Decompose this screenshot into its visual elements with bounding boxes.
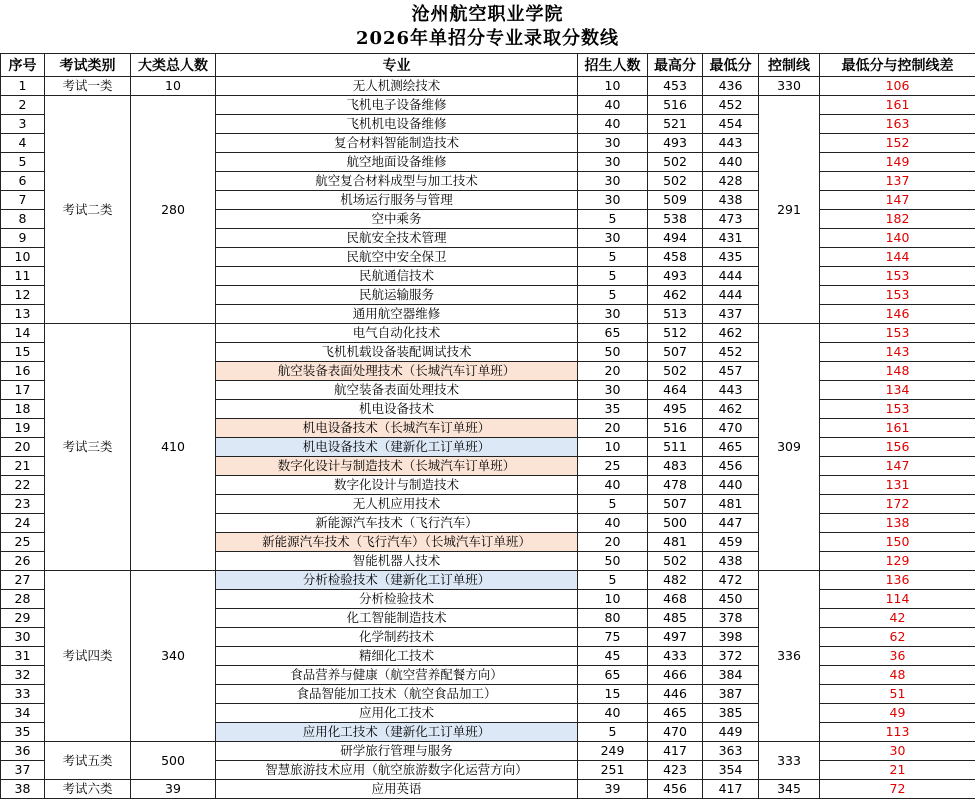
table-row	[1, 571, 975, 590]
diff-value: 72	[820, 780, 975, 799]
max-score: 493	[648, 267, 703, 286]
enroll-count: 249	[578, 742, 648, 761]
min-score: 354	[703, 761, 759, 780]
row-number: 30	[1, 628, 45, 647]
header-row	[1, 54, 975, 77]
max-score: 500	[648, 514, 703, 533]
max-score: 446	[648, 685, 703, 704]
min-score: 435	[703, 248, 759, 267]
max-score: 417	[648, 742, 703, 761]
row-number: 31	[1, 647, 45, 666]
major-name: 分析检验技术（建新化工订单班）	[216, 571, 578, 590]
row-number: 36	[1, 742, 45, 761]
major-name: 航空装备表面处理技术	[216, 381, 578, 400]
score-table	[0, 53, 975, 799]
enroll-count: 39	[578, 780, 648, 799]
major-name: 机电设备技术（长城汽车订单班）	[216, 419, 578, 438]
min-score: 443	[703, 134, 759, 153]
max-score: 485	[648, 609, 703, 628]
diff-value: 137	[820, 172, 975, 191]
max-score: 493	[648, 134, 703, 153]
diff-value: 153	[820, 400, 975, 419]
major-name: 无人机测绘技术	[216, 77, 578, 96]
row-number: 15	[1, 343, 45, 362]
enroll-count: 30	[578, 229, 648, 248]
enroll-count: 75	[578, 628, 648, 647]
min-score: 449	[703, 723, 759, 742]
row-number: 12	[1, 286, 45, 305]
row-number: 26	[1, 552, 45, 571]
row-number: 27	[1, 571, 45, 590]
category-total: 410	[131, 324, 216, 571]
min-score: 452	[703, 343, 759, 362]
diff-value: 161	[820, 96, 975, 115]
max-score: 483	[648, 457, 703, 476]
control-line: 336	[759, 571, 820, 742]
diff-value: 182	[820, 210, 975, 229]
max-score: 466	[648, 666, 703, 685]
major-name: 电气自动化技术	[216, 324, 578, 343]
major-name: 化工智能制造技术	[216, 609, 578, 628]
max-score: 481	[648, 533, 703, 552]
enroll-count: 30	[578, 153, 648, 172]
major-name: 食品智能加工技术（航空食品加工）	[216, 685, 578, 704]
diff-value: 163	[820, 115, 975, 134]
min-score: 444	[703, 286, 759, 305]
header-min: 最低分	[703, 54, 759, 77]
enroll-count: 5	[578, 267, 648, 286]
category-total: 10	[131, 77, 216, 96]
row-number: 19	[1, 419, 45, 438]
header-enroll: 招生人数	[578, 54, 648, 77]
min-score: 384	[703, 666, 759, 685]
min-score: 459	[703, 533, 759, 552]
enroll-count: 40	[578, 514, 648, 533]
row-number: 1	[1, 77, 45, 96]
major-name: 飞机机电设备维修	[216, 115, 578, 134]
max-score: 494	[648, 229, 703, 248]
max-score: 433	[648, 647, 703, 666]
diff-value: 146	[820, 305, 975, 324]
major-name: 研学旅行管理与服务	[216, 742, 578, 761]
max-score: 468	[648, 590, 703, 609]
diff-value: 113	[820, 723, 975, 742]
major-name: 机电设备技术	[216, 400, 578, 419]
min-score: 481	[703, 495, 759, 514]
enroll-count: 30	[578, 191, 648, 210]
control-line: 333	[759, 742, 820, 780]
row-number: 14	[1, 324, 45, 343]
max-score: 512	[648, 324, 703, 343]
enroll-count: 5	[578, 210, 648, 229]
row-number: 9	[1, 229, 45, 248]
major-name: 通用航空器维修	[216, 305, 578, 324]
diff-value: 172	[820, 495, 975, 514]
min-score: 465	[703, 438, 759, 457]
diff-value: 147	[820, 191, 975, 210]
diff-value: 49	[820, 704, 975, 723]
diff-value: 134	[820, 381, 975, 400]
major-name: 新能源汽车技术（飞行汽车）	[216, 514, 578, 533]
header-category: 考试类别	[45, 54, 131, 77]
min-score: 462	[703, 324, 759, 343]
max-score: 497	[648, 628, 703, 647]
diff-value: 48	[820, 666, 975, 685]
major-name: 应用化工技术	[216, 704, 578, 723]
major-name: 数字化设计与制造技术	[216, 476, 578, 495]
table-row	[1, 96, 975, 115]
major-name: 空中乘务	[216, 210, 578, 229]
min-score: 387	[703, 685, 759, 704]
min-score: 440	[703, 153, 759, 172]
diff-value: 148	[820, 362, 975, 381]
row-number: 16	[1, 362, 45, 381]
enroll-count: 30	[578, 381, 648, 400]
exam-category: 考试五类	[45, 742, 131, 780]
min-score: 447	[703, 514, 759, 533]
diff-value: 51	[820, 685, 975, 704]
enroll-count: 80	[578, 609, 648, 628]
max-score: 538	[648, 210, 703, 229]
max-score: 482	[648, 571, 703, 590]
max-score: 516	[648, 96, 703, 115]
table-body	[1, 77, 975, 799]
max-score: 462	[648, 286, 703, 305]
row-number: 38	[1, 780, 45, 799]
enroll-count: 30	[578, 305, 648, 324]
min-score: 437	[703, 305, 759, 324]
min-score: 443	[703, 381, 759, 400]
max-score: 511	[648, 438, 703, 457]
header-diff: 最低分与控制线差	[820, 54, 975, 77]
major-name: 民航安全技术管理	[216, 229, 578, 248]
table-row	[1, 324, 975, 343]
enroll-count: 50	[578, 552, 648, 571]
enroll-count: 5	[578, 248, 648, 267]
diff-value: 144	[820, 248, 975, 267]
row-number: 23	[1, 495, 45, 514]
diff-value: 136	[820, 571, 975, 590]
major-name: 应用英语	[216, 780, 578, 799]
max-score: 478	[648, 476, 703, 495]
min-score: 385	[703, 704, 759, 723]
min-score: 398	[703, 628, 759, 647]
max-score: 465	[648, 704, 703, 723]
major-name: 分析检验技术	[216, 590, 578, 609]
header-max: 最高分	[648, 54, 703, 77]
min-score: 378	[703, 609, 759, 628]
min-score: 444	[703, 267, 759, 286]
diff-value: 150	[820, 533, 975, 552]
enroll-count: 10	[578, 438, 648, 457]
diff-value: 153	[820, 267, 975, 286]
major-name: 应用化工技术（建新化工订单班）	[216, 723, 578, 742]
enroll-count: 35	[578, 400, 648, 419]
max-score: 502	[648, 153, 703, 172]
control-line: 309	[759, 324, 820, 571]
diff-value: 156	[820, 438, 975, 457]
row-number: 11	[1, 267, 45, 286]
header-total: 大类总人数	[131, 54, 216, 77]
major-name: 航空装备表面处理技术（长城汽车订单班）	[216, 362, 578, 381]
max-score: 502	[648, 172, 703, 191]
diff-value: 161	[820, 419, 975, 438]
row-number: 13	[1, 305, 45, 324]
min-score: 438	[703, 552, 759, 571]
row-number: 17	[1, 381, 45, 400]
min-score: 440	[703, 476, 759, 495]
diff-value: 106	[820, 77, 975, 96]
exam-category: 考试二类	[45, 96, 131, 324]
major-name: 民航空中安全保卫	[216, 248, 578, 267]
enroll-count: 45	[578, 647, 648, 666]
school-name: 沧州航空职业学院	[411, 4, 564, 25]
min-score: 462	[703, 400, 759, 419]
table-row	[1, 780, 975, 799]
min-score: 473	[703, 210, 759, 229]
enroll-count: 50	[578, 343, 648, 362]
major-name: 飞机电子设备维修	[216, 96, 578, 115]
enroll-count: 30	[578, 134, 648, 153]
major-name: 智能机器人技术	[216, 552, 578, 571]
control-line: 345	[759, 780, 820, 799]
max-score: 495	[648, 400, 703, 419]
major-name: 智慧旅游技术应用（航空旅游数字化运营方向）	[216, 761, 578, 780]
diff-value: 131	[820, 476, 975, 495]
min-score: 457	[703, 362, 759, 381]
min-score: 452	[703, 96, 759, 115]
row-number: 33	[1, 685, 45, 704]
table-row	[1, 77, 975, 96]
max-score: 458	[648, 248, 703, 267]
max-score: 513	[648, 305, 703, 324]
exam-category: 考试一类	[45, 77, 131, 96]
control-line: 291	[759, 96, 820, 324]
major-name: 航空复合材料成型与加工技术	[216, 172, 578, 191]
enroll-count: 5	[578, 571, 648, 590]
table-title: 2026年单招分专业录取分数线	[355, 28, 620, 49]
row-number: 29	[1, 609, 45, 628]
row-number: 7	[1, 191, 45, 210]
row-number: 5	[1, 153, 45, 172]
row-number: 37	[1, 761, 45, 780]
major-name: 复合材料智能制造技术	[216, 134, 578, 153]
diff-value: 147	[820, 457, 975, 476]
min-score: 431	[703, 229, 759, 248]
row-number: 3	[1, 115, 45, 134]
row-number: 8	[1, 210, 45, 229]
enroll-count: 5	[578, 495, 648, 514]
diff-value: 143	[820, 343, 975, 362]
title-block	[0, 0, 975, 53]
enroll-count: 25	[578, 457, 648, 476]
max-score: 507	[648, 343, 703, 362]
diff-value: 129	[820, 552, 975, 571]
row-number: 21	[1, 457, 45, 476]
diff-value: 138	[820, 514, 975, 533]
diff-value: 36	[820, 647, 975, 666]
max-score: 470	[648, 723, 703, 742]
enroll-count: 20	[578, 533, 648, 552]
enroll-count: 10	[578, 77, 648, 96]
category-total: 39	[131, 780, 216, 799]
diff-value: 114	[820, 590, 975, 609]
category-total: 280	[131, 96, 216, 324]
enroll-count: 15	[578, 685, 648, 704]
diff-value: 42	[820, 609, 975, 628]
exam-category: 考试三类	[45, 324, 131, 571]
min-score: 436	[703, 77, 759, 96]
diff-value: 62	[820, 628, 975, 647]
enroll-count: 40	[578, 476, 648, 495]
row-number: 22	[1, 476, 45, 495]
enroll-count: 30	[578, 172, 648, 191]
major-name: 新能源汽车技术（飞行汽车）（长城汽车订单班）	[216, 533, 578, 552]
max-score: 502	[648, 552, 703, 571]
row-number: 24	[1, 514, 45, 533]
max-score: 464	[648, 381, 703, 400]
control-line: 330	[759, 77, 820, 96]
enroll-count: 40	[578, 96, 648, 115]
major-name: 机电设备技术（建新化工订单班）	[216, 438, 578, 457]
min-score: 472	[703, 571, 759, 590]
enroll-count: 40	[578, 115, 648, 134]
row-number: 18	[1, 400, 45, 419]
row-number: 10	[1, 248, 45, 267]
major-name: 无人机应用技术	[216, 495, 578, 514]
enroll-count: 5	[578, 286, 648, 305]
min-score: 470	[703, 419, 759, 438]
header-control: 控制线	[759, 54, 820, 77]
max-score: 509	[648, 191, 703, 210]
row-number: 25	[1, 533, 45, 552]
row-number: 35	[1, 723, 45, 742]
enroll-count: 5	[578, 723, 648, 742]
max-score: 423	[648, 761, 703, 780]
enroll-count: 20	[578, 362, 648, 381]
major-name: 飞机机载设备装配调试技术	[216, 343, 578, 362]
header-major: 专业	[216, 54, 578, 77]
category-total: 340	[131, 571, 216, 742]
diff-value: 21	[820, 761, 975, 780]
min-score: 456	[703, 457, 759, 476]
max-score: 507	[648, 495, 703, 514]
min-score: 428	[703, 172, 759, 191]
enroll-count: 40	[578, 704, 648, 723]
major-name: 航空地面设备维修	[216, 153, 578, 172]
max-score: 516	[648, 419, 703, 438]
min-score: 372	[703, 647, 759, 666]
min-score: 417	[703, 780, 759, 799]
category-total: 500	[131, 742, 216, 780]
diff-value: 140	[820, 229, 975, 248]
major-name: 数字化设计与制造技术（长城汽车订单班）	[216, 457, 578, 476]
major-name: 精细化工技术	[216, 647, 578, 666]
major-name: 民航运输服务	[216, 286, 578, 305]
enroll-count: 20	[578, 419, 648, 438]
diff-value: 152	[820, 134, 975, 153]
row-number: 6	[1, 172, 45, 191]
max-score: 502	[648, 362, 703, 381]
min-score: 438	[703, 191, 759, 210]
min-score: 450	[703, 590, 759, 609]
max-score: 456	[648, 780, 703, 799]
max-score: 521	[648, 115, 703, 134]
major-name: 化学制药技术	[216, 628, 578, 647]
row-number: 34	[1, 704, 45, 723]
major-name: 机场运行服务与管理	[216, 191, 578, 210]
enroll-count: 10	[578, 590, 648, 609]
row-number: 28	[1, 590, 45, 609]
major-name: 食品营养与健康（航空营养配餐方向）	[216, 666, 578, 685]
row-number: 2	[1, 96, 45, 115]
exam-category: 考试六类	[45, 780, 131, 799]
enroll-count: 251	[578, 761, 648, 780]
exam-category: 考试四类	[45, 571, 131, 742]
diff-value: 153	[820, 324, 975, 343]
row-number: 4	[1, 134, 45, 153]
diff-value: 153	[820, 286, 975, 305]
row-number: 32	[1, 666, 45, 685]
enroll-count: 65	[578, 666, 648, 685]
table-row	[1, 742, 975, 761]
enroll-count: 65	[578, 324, 648, 343]
min-score: 454	[703, 115, 759, 134]
major-name: 民航通信技术	[216, 267, 578, 286]
max-score: 453	[648, 77, 703, 96]
header-no: 序号	[1, 54, 45, 77]
diff-value: 149	[820, 153, 975, 172]
min-score: 363	[703, 742, 759, 761]
row-number: 20	[1, 438, 45, 457]
diff-value: 30	[820, 742, 975, 761]
